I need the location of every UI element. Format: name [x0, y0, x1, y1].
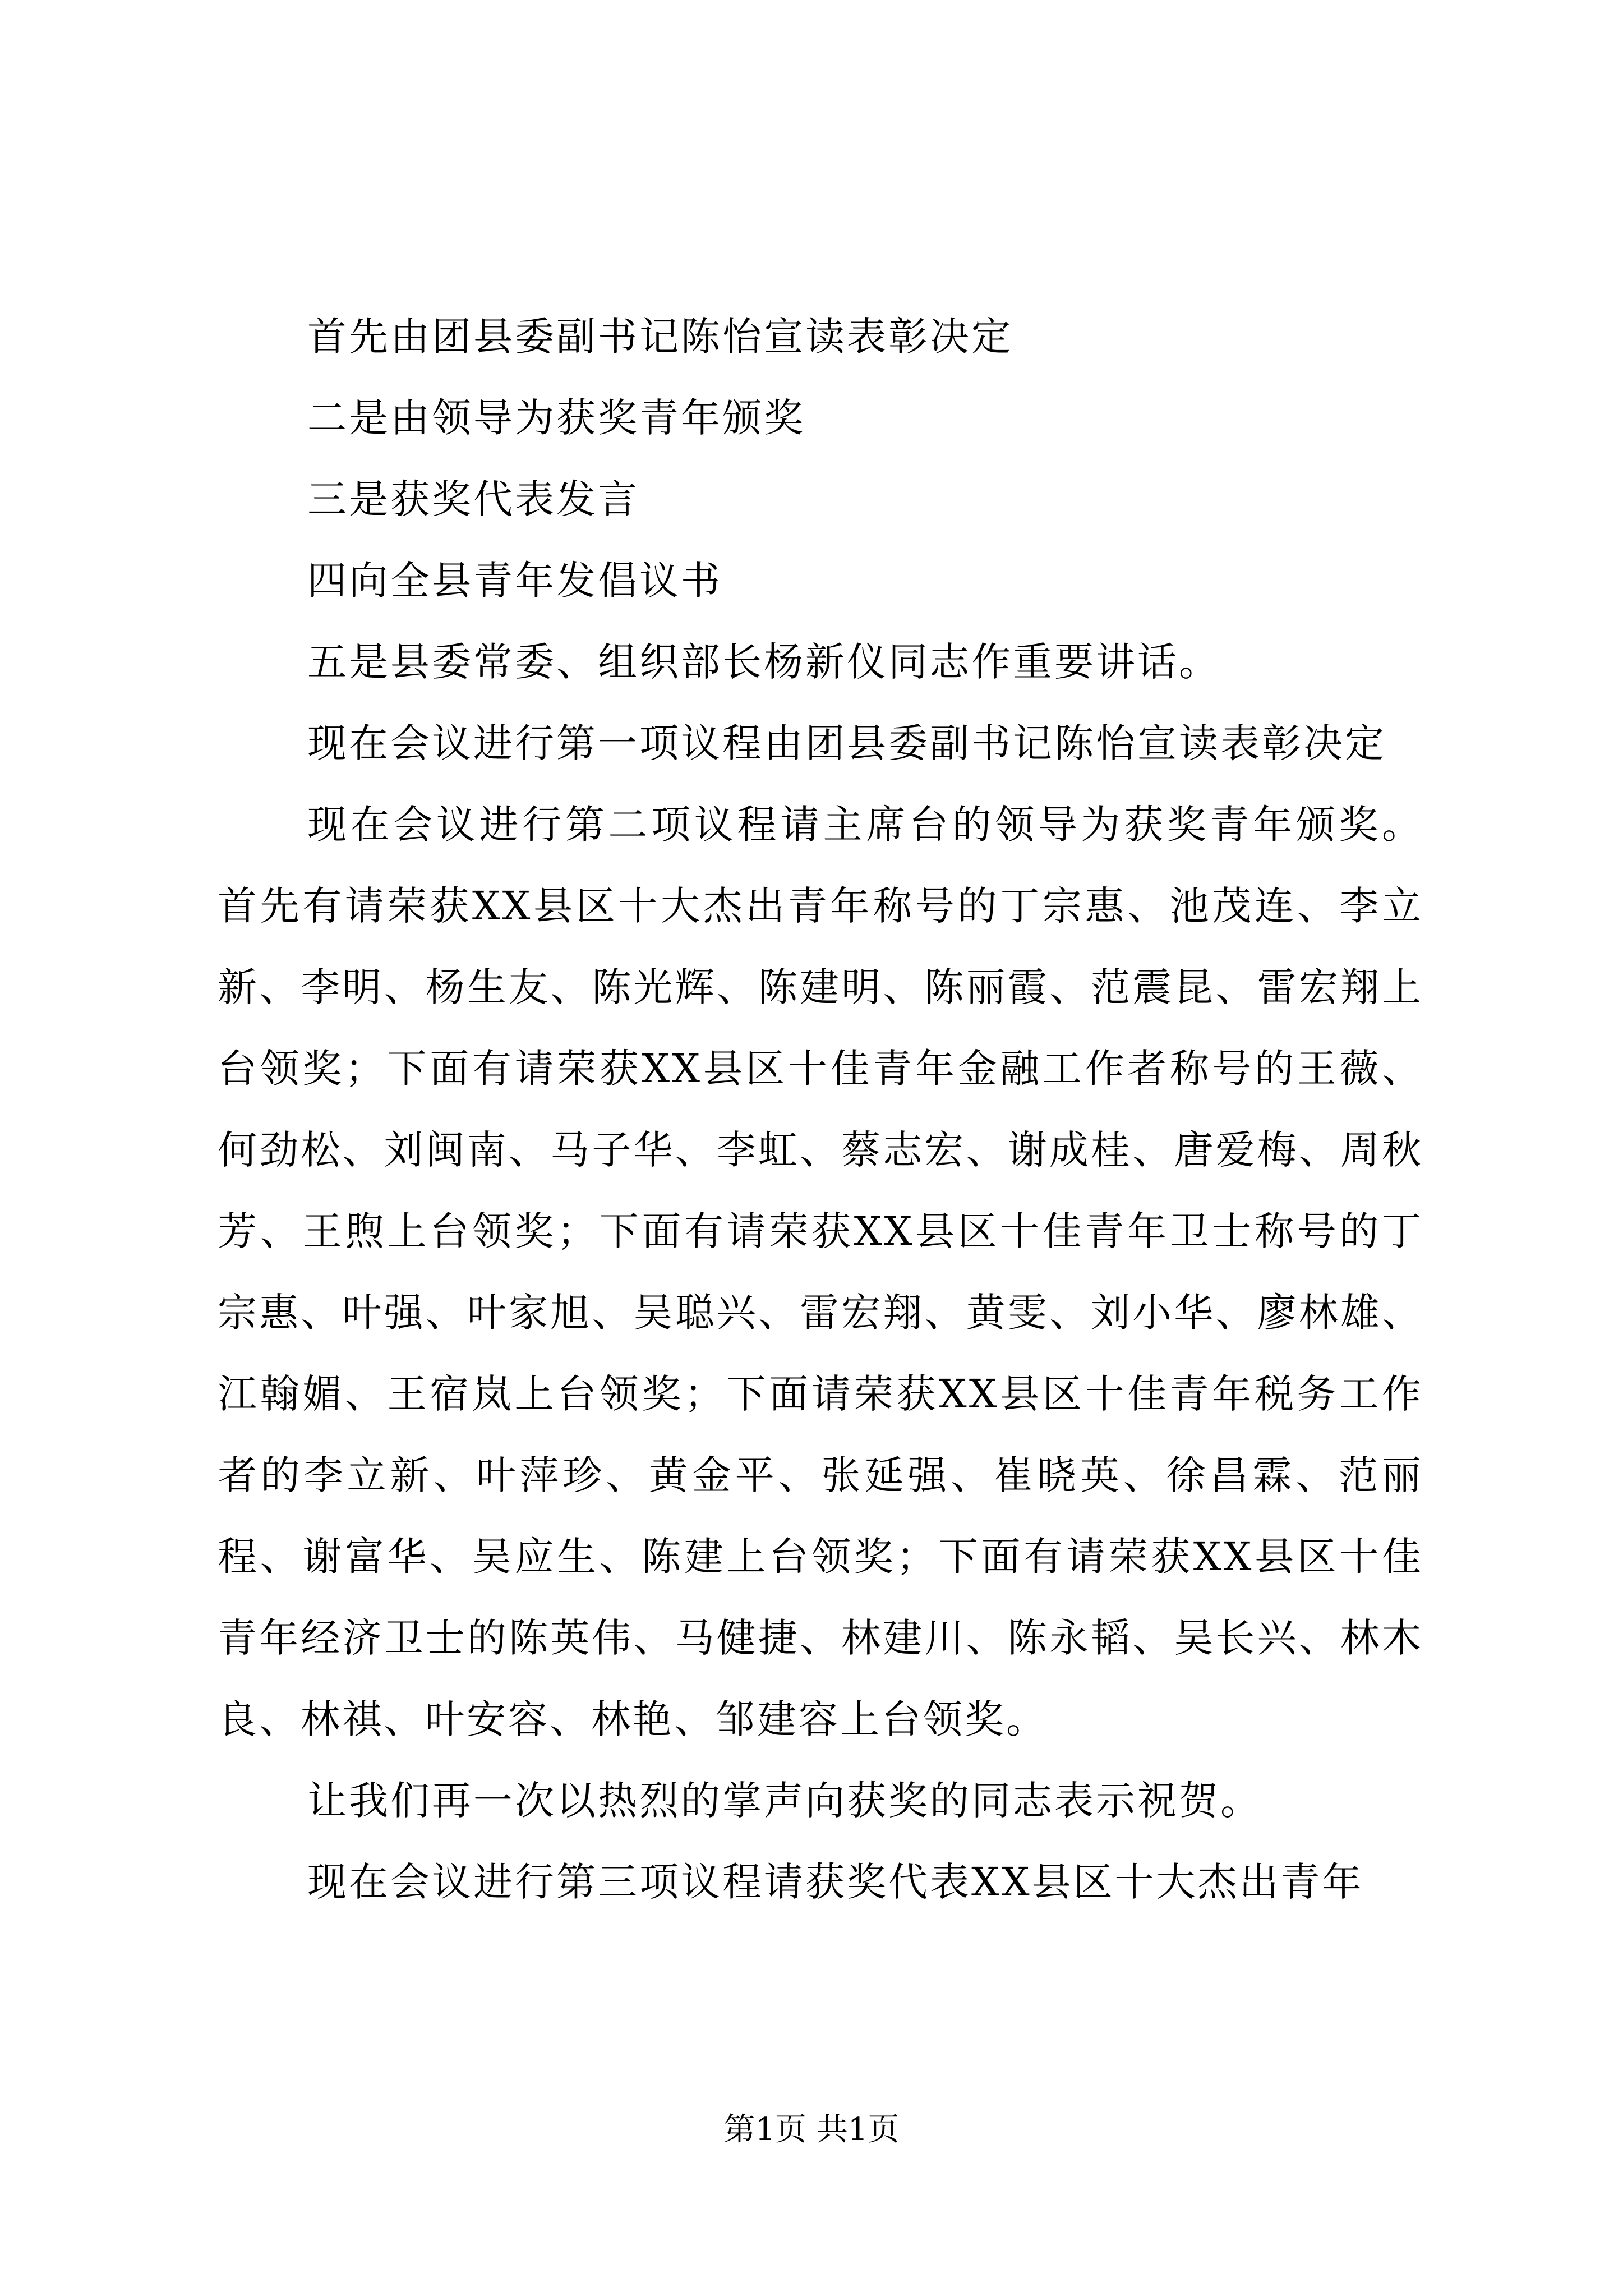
- paragraph-agenda-2: 二是由领导为获奖青年颁奖: [307, 395, 805, 441]
- paragraph-item-one: 现在会议进行第一项议程由团县委副书记陈怡宣读表彰决定: [307, 720, 1386, 766]
- document-body: [218, 296, 1423, 1923]
- paragraph-agenda-1: 首先由团县委副书记陈怡宣读表彰决定: [307, 314, 1013, 360]
- paragraph-agenda-3: 三是获奖代表发言: [307, 476, 639, 522]
- paragraph-item-three: 现在会议进行第三项议程请获奖代表XX县区十大杰出青年: [307, 1859, 1364, 1905]
- paragraph-applause: 让我们再一次以热烈的掌声向获奖的同志表示祝贺。: [307, 1778, 1262, 1824]
- paragraph-agenda-5: 五是县委常委、组织部长杨新仪同志作重要讲话。: [307, 639, 1220, 685]
- page-number-label: 第1页 共1页: [723, 2111, 900, 2148]
- paragraph-item-two-awards: 现在会议进行第二项议程请主席台的领导为获奖青年颁奖。首先有请荣获XX县区十大杰出青年称号的丁宗惠、池茂连、李立新、李明、杨生友、陈光辉、陈建明、陈丽霞、范震昆、雷宏翔上台领奖；下面有请荣获XX县区十佳青年金融工作者称号的王薇、何劲松、刘闽南、马子华、李虹、蔡志宏、谢成桂、唐爱梅、周秋芳、王煦上台领奖；下面有请荣获XX县区十佳青年卫士称号的丁宗惠、叶强、叶家旭、吴聪兴、雷宏翔、黄雯、刘小华、廖林雄、江翰媚、王宿岚上台领奖；下面请荣获XX县区十佳青年税务工作者的李立新、叶萍珍、黄金平、张延强、崔晓英、徐昌霖、范丽程、谢富华、吴应生、陈建上台领奖；下面有请荣获XX县区十佳青年经济卫士的陈英伟、马健捷、林建川、陈永韬、吴长兴、林木良、林祺、叶安容、林艳、邹建容上台领奖。: [218, 802, 1423, 1742]
- paragraph-agenda-4: 四向全县青年发倡议书: [307, 558, 722, 604]
- page-footer: [0, 2110, 1623, 2150]
